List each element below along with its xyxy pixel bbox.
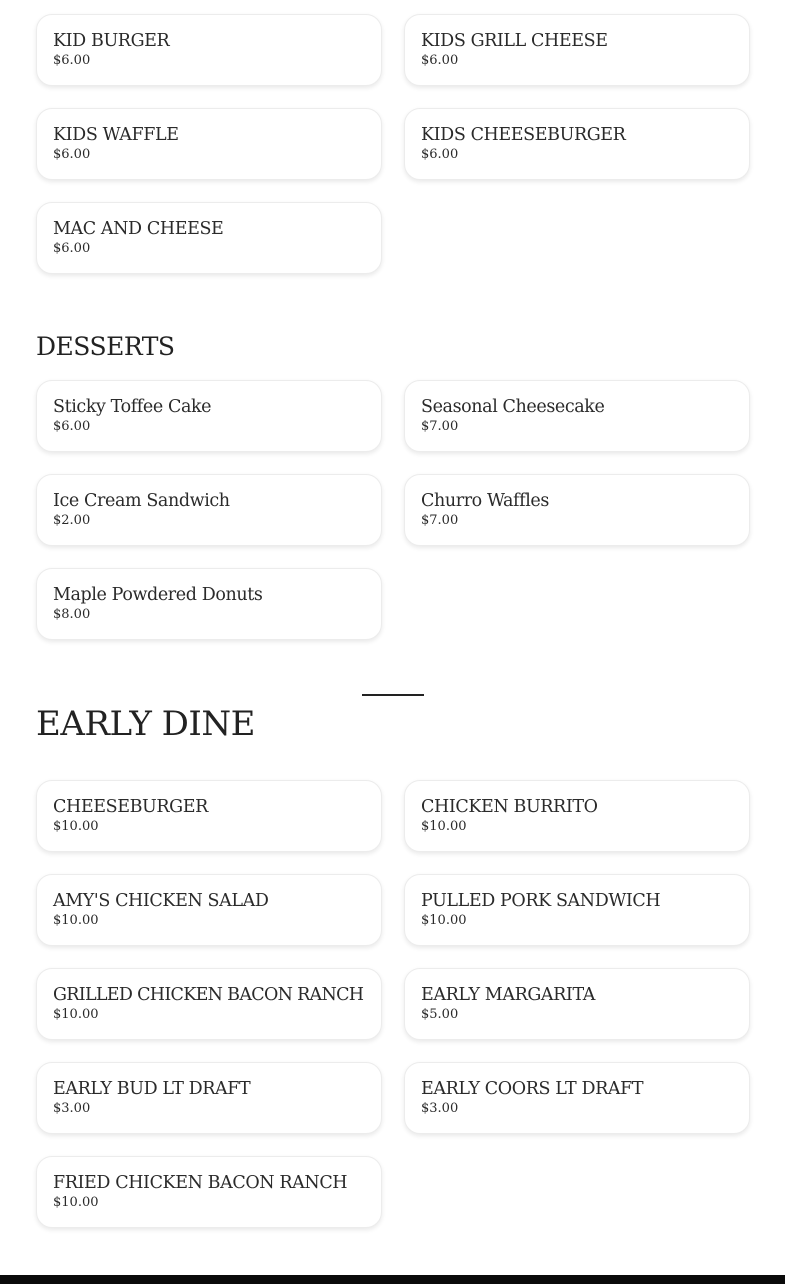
menu-item-card[interactable] (404, 780, 750, 852)
menu-item-card[interactable] (404, 474, 750, 546)
menu-item-card[interactable] (36, 968, 382, 1040)
menu-item-name: CHEESEBURGER (53, 797, 208, 817)
menu-item-price: $10.00 (421, 819, 467, 834)
menu-item-name: CHICKEN BURRITO (421, 797, 598, 817)
menu-item-price: $10.00 (53, 819, 99, 834)
kids-menu-grid (36, 14, 750, 274)
menu-item-price: $10.00 (53, 1007, 99, 1022)
menu-item-card[interactable] (404, 1062, 750, 1134)
menu-item-name: EARLY COORS LT DRAFT (421, 1079, 644, 1099)
menu-item-name: Churro Waffles (421, 491, 549, 511)
menu-item-name: Maple Powdered Donuts (53, 585, 263, 605)
menu-item-price: $8.00 (53, 607, 91, 622)
menu-item-name: GRILLED CHICKEN BACON RANCH (53, 985, 364, 1005)
section-divider (362, 694, 424, 696)
menu-item-name: KIDS CHEESEBURGER (421, 125, 626, 145)
menu-item-card[interactable] (36, 874, 382, 946)
menu-item-card[interactable] (404, 108, 750, 180)
menu-item-card[interactable] (36, 202, 382, 274)
menu-item-price: $6.00 (53, 53, 91, 68)
menu-item-price: $5.00 (421, 1007, 459, 1022)
menu-item-card[interactable] (36, 474, 382, 546)
menu-item-name: MAC AND CHEESE (53, 219, 224, 239)
menu-item-price: $3.00 (421, 1101, 459, 1116)
menu-item-price: $10.00 (53, 913, 99, 928)
menu-item-name: KIDS WAFFLE (53, 125, 179, 145)
menu-item-card[interactable] (404, 380, 750, 452)
menu-item-card[interactable] (404, 968, 750, 1040)
menu-item-name: Seasonal Cheesecake (421, 397, 605, 417)
menu-item-price: $2.00 (53, 513, 91, 528)
menu-item-card[interactable] (36, 14, 382, 86)
menu-item-name: EARLY BUD LT DRAFT (53, 1079, 251, 1099)
menu-item-name: PULLED PORK SANDWICH (421, 891, 661, 911)
menu-item-name: KIDS GRILL CHEESE (421, 31, 608, 51)
menu-item-price: $3.00 (53, 1101, 91, 1116)
menu-item-name: EARLY MARGARITA (421, 985, 595, 1005)
menu-item-price: $10.00 (421, 913, 467, 928)
menu-item-card[interactable] (404, 874, 750, 946)
menu-item-name: Sticky Toffee Cake (53, 397, 212, 417)
menu-item-card[interactable] (404, 14, 750, 86)
menu-item-card[interactable] (36, 1062, 382, 1134)
menu-item-price: $6.00 (421, 53, 459, 68)
footer-bar (0, 1275, 785, 1284)
menu-item-name: FRIED CHICKEN BACON RANCH (53, 1173, 348, 1193)
desserts-menu-grid (36, 380, 750, 640)
menu-item-card[interactable] (36, 780, 382, 852)
menu-item-price: $6.00 (53, 241, 91, 256)
menu-item-price: $7.00 (421, 513, 459, 528)
menu-item-card[interactable] (36, 1156, 382, 1228)
menu-item-price: $6.00 (421, 147, 459, 162)
early-dine-section-title: EARLY DINE (36, 704, 255, 744)
menu-item-name: Ice Cream Sandwich (53, 491, 230, 511)
menu-item-price: $7.00 (421, 419, 459, 434)
menu-item-price: $6.00 (53, 147, 91, 162)
menu-item-price: $10.00 (53, 1195, 99, 1210)
menu-item-name: AMY'S CHICKEN SALAD (53, 891, 269, 911)
menu-item-card[interactable] (36, 380, 382, 452)
early-dine-menu-grid (36, 780, 750, 1228)
menu-item-card[interactable] (36, 568, 382, 640)
menu-item-price: $6.00 (53, 419, 91, 434)
menu-item-name: KID BURGER (53, 31, 170, 51)
menu-item-card[interactable] (36, 108, 382, 180)
desserts-section-title: DESSERTS (36, 332, 175, 361)
